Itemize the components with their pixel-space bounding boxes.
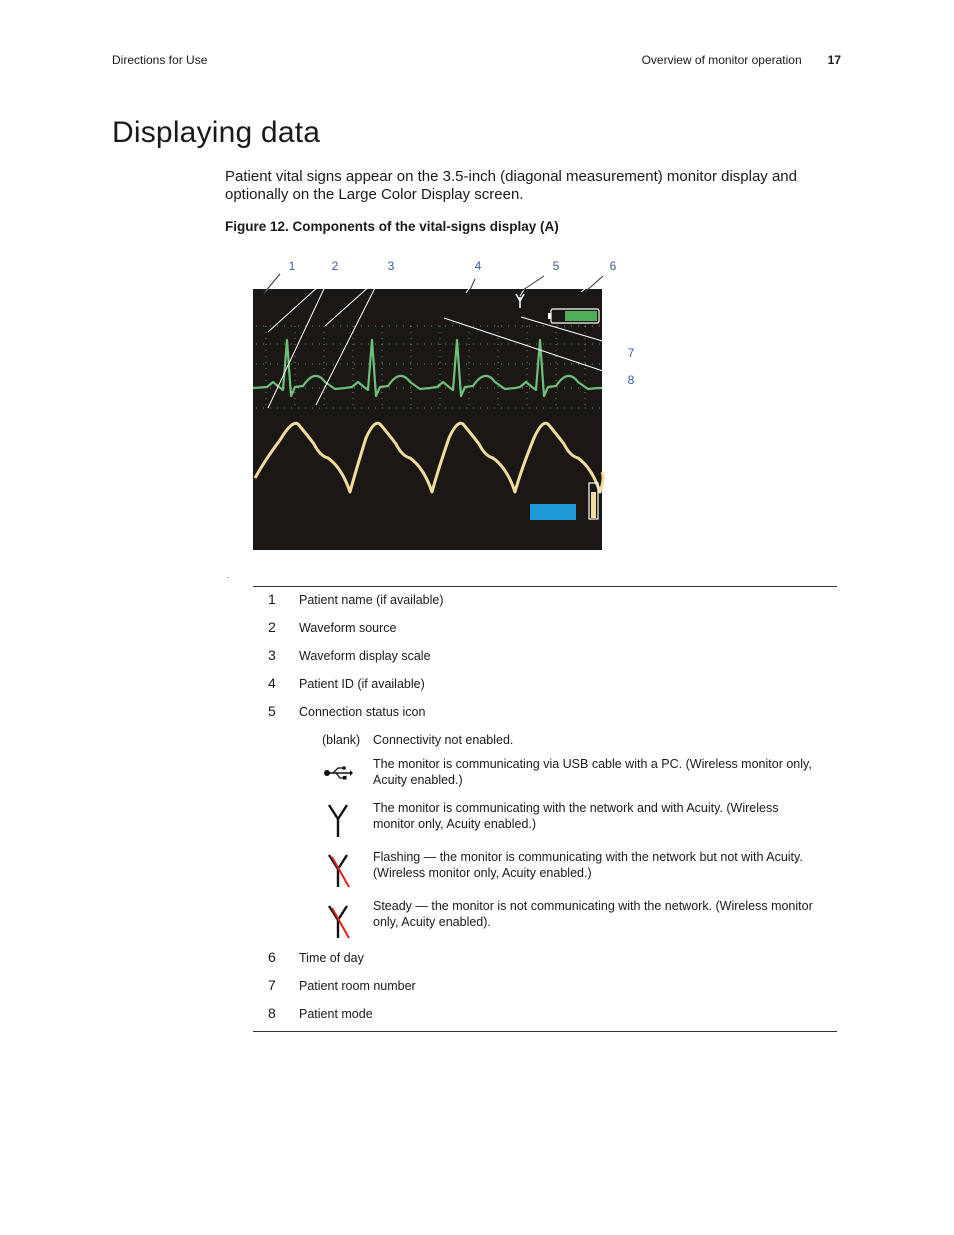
signal-bar-fill xyxy=(591,492,596,518)
section-title: Overview of monitor operation xyxy=(641,53,802,67)
running-header-left: Directions for Use xyxy=(112,53,208,67)
callout-number-8: 8 xyxy=(627,373,635,387)
antenna-icon xyxy=(326,803,350,839)
intro-paragraph: Patient vital signs appear on the 3.5-inch (diagonal measurement) monitor display and optionally on the Large Color Display screen. xyxy=(225,168,797,203)
callout-number-7: 7 xyxy=(627,346,635,360)
callout-number-1: 1 xyxy=(288,259,296,273)
figure-caption: Figure 12. Components of the vital-signs display (A) xyxy=(225,219,559,234)
connection-network-text: The monitor is communicating with the network and with Acuity. (Wireless monitor only, Acuity enabled.) xyxy=(373,801,779,831)
callout-number-4: 4 xyxy=(474,259,482,273)
antenna-crossed-icon xyxy=(326,904,352,940)
connection-blank-label: (blank) xyxy=(322,733,361,747)
callout-number-5: 5 xyxy=(552,259,560,273)
legend-table: 1 Patient name (if available) 2 Waveform source 3 Waveform display scale 4 Patient ID (if available) 5 Connection status icon (blank) Connectivity not enabled. The monitor is communicating via USB cable with a PC. (Wireless monitor only, Acuity enabled.) The monitor is communicating with the network and with Acuity. (Wireless monitor only, Acuity enabled.) Flashing — the monitor is communicating with the network but not with Acuity. (Wireless monitor only, Acuity enabled.) Steady — the monitor is not communicating with the network. (Wireless monitor only, Acuity enabled). 6 Time of day 7 Patient room number 8 Patient mode xyxy=(253,586,837,1032)
mode-indicator-box xyxy=(530,504,576,520)
page-title: Displaying data xyxy=(112,116,321,149)
callout-number-6: 6 xyxy=(609,259,617,273)
connection-blank-text: Connectivity not enabled. xyxy=(373,733,514,747)
vital-signs-display-figure xyxy=(0,0,954,580)
callout-number-3: 3 xyxy=(387,259,395,273)
connection-flashing-text: Flashing — the monitor is communicating with the network but not with Acuity. (Wireless monitor only, Acuity enabled.) xyxy=(373,850,803,880)
page-number: 17 xyxy=(827,53,841,67)
battery-fill xyxy=(565,311,597,321)
antenna-crossed-icon xyxy=(326,853,352,889)
callout-number-2: 2 xyxy=(331,259,339,273)
callout-leader xyxy=(470,279,475,290)
connection-steady-text: Steady — the monitor is not communicating with the network. (Wireless monitor only, Acuity enabled). xyxy=(373,899,813,929)
usb-icon xyxy=(323,765,353,781)
connection-usb-text: The monitor is communicating via USB cable with a PC. (Wireless monitor only, Acuity enabled.) xyxy=(373,757,812,787)
stray-mark: . xyxy=(227,571,230,580)
